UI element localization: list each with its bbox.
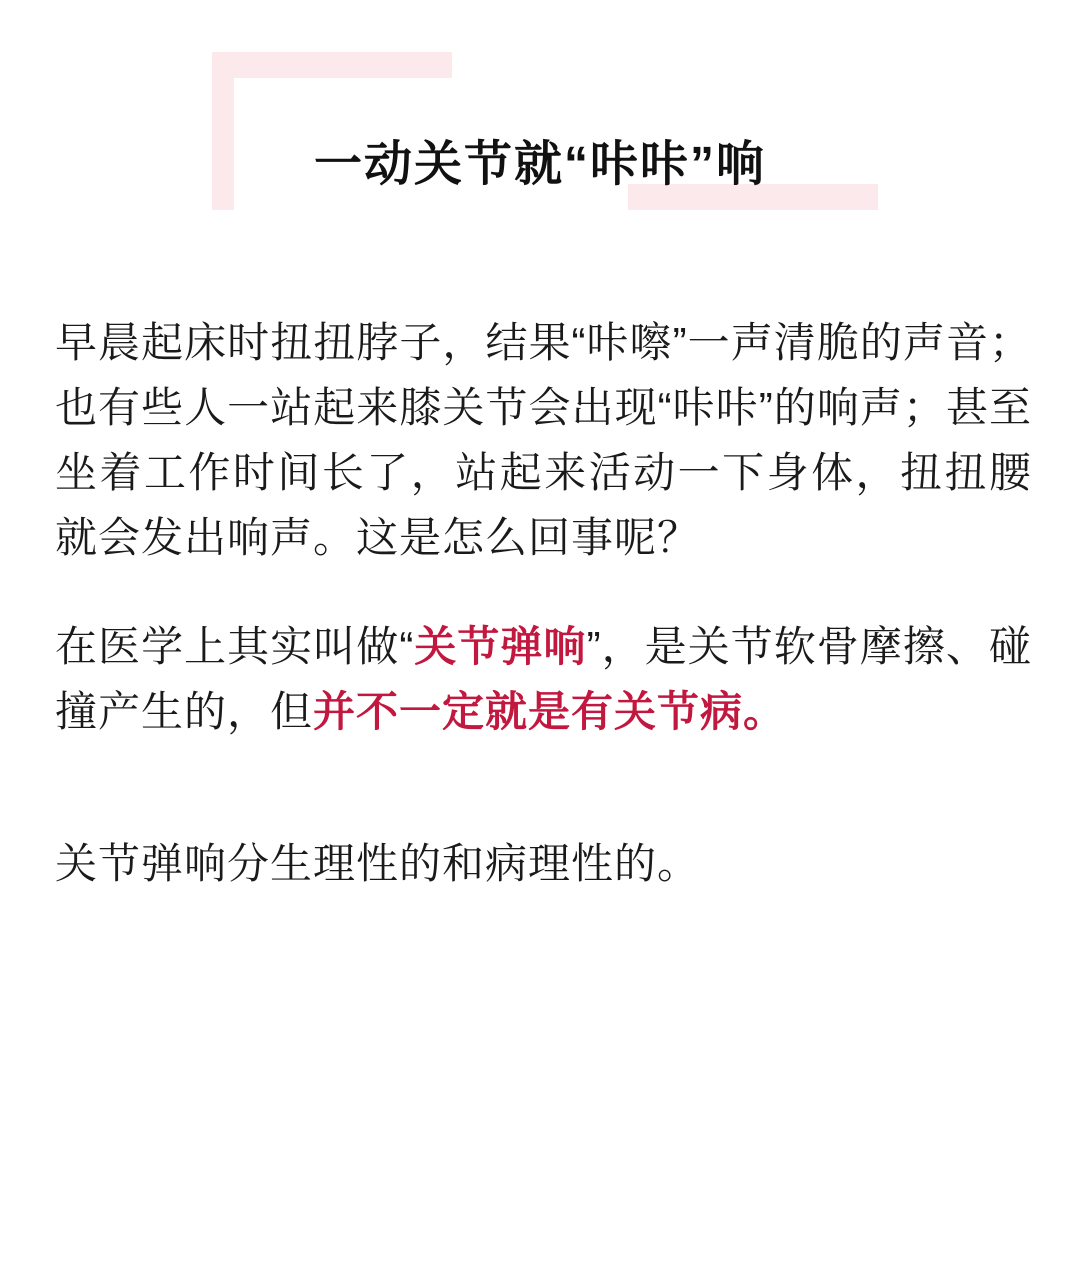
paragraph-2-highlight-2: 并不一定就是有关节病。 xyxy=(313,688,787,736)
decorative-block-top-left xyxy=(212,52,452,78)
page-title: 一动关节就“咔咔”响 xyxy=(313,138,766,192)
title-block xyxy=(0,0,1080,240)
article-body xyxy=(55,310,1032,940)
paragraph-1-text: 早晨起床时扭扭脖子，结果“咔嚓”一声清脆的声音；也有些人一站起来膝关节会出现“咔咔”的响声；甚至坐着工作时间长了，站起来活动一下身体，扭扭腰就会发出响声。这是怎么回事呢？ xyxy=(55,319,1032,562)
paragraph-3-text: 关节弹响分生理性的和病理性的。 xyxy=(55,839,701,887)
paragraph-2-text-part-2: ”，是关节软骨摩擦、碰撞产生的，但 xyxy=(55,623,1032,736)
paragraph-2 xyxy=(55,614,1032,744)
paragraph-2-highlight-1: 关节弹响 xyxy=(414,623,587,671)
paragraph-2-text-part-1: 在医学上其实叫做“ xyxy=(55,623,415,671)
paragraph-3 xyxy=(55,831,1032,896)
paragraph-1 xyxy=(55,310,1032,570)
